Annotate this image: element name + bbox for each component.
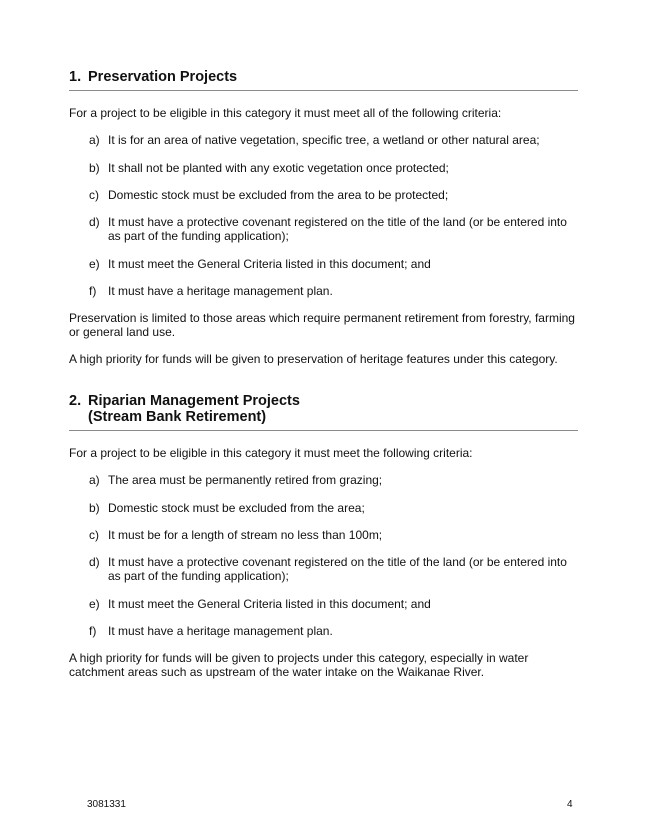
criteria-item <box>89 597 578 611</box>
item-label: b) <box>89 161 100 175</box>
section-riparian-body <box>69 446 578 686</box>
criteria-item <box>89 555 578 583</box>
item-label: e) <box>89 597 100 611</box>
footer-page-number: 4 <box>567 799 573 810</box>
item-label: c) <box>89 528 99 542</box>
item-label: f) <box>89 284 97 298</box>
item-label: d) <box>89 555 100 569</box>
item-text: It shall not be planted with any exotic vegetation once protected; <box>108 161 449 175</box>
item-label: d) <box>89 215 100 229</box>
body-paragraph: Preservation is limited to those areas which require permanent retirement from forestry, farming or general land use. <box>69 311 575 339</box>
section-title-line: Riparian Management Projects <box>88 393 300 409</box>
item-text: It must meet the General Criteria listed in this document; and <box>108 257 431 271</box>
intro-paragraph: For a project to be eligible in this category it must meet all of the following criteria: <box>69 106 502 120</box>
section-preservation-body <box>69 106 578 376</box>
item-label: e) <box>89 257 100 271</box>
criteria-item <box>89 624 578 638</box>
intro-paragraph: For a project to be eligible in this category it must meet the following criteria: <box>69 446 473 460</box>
item-text: It must have a heritage management plan. <box>108 624 333 638</box>
item-text: Domestic stock must be excluded from the area; <box>108 501 365 515</box>
heading-rule <box>69 430 578 431</box>
section-number: 2. <box>69 393 82 409</box>
section-title-line: (Stream Bank Retirement) <box>88 409 267 425</box>
item-text: It must have a protective covenant registered on the title of the land (or be entered into as part of the funding application); <box>108 555 567 583</box>
item-label: f) <box>89 624 97 638</box>
body-paragraph: A high priority for funds will be given to preservation of heritage features under this category. <box>69 352 558 366</box>
criteria-item <box>89 501 578 515</box>
heading-rule <box>69 90 578 91</box>
criteria-item <box>89 161 578 175</box>
criteria-item <box>89 215 578 243</box>
footer-doc-id: 3081331 <box>87 799 126 810</box>
section-heading <box>69 393 578 430</box>
section-title <box>88 393 300 425</box>
criteria-item <box>89 473 578 487</box>
item-text: It must have a heritage management plan. <box>108 284 333 298</box>
item-text: Domestic stock must be excluded from the area to be protected; <box>108 188 449 202</box>
item-label: a) <box>89 133 100 147</box>
item-label: a) <box>89 473 100 487</box>
criteria-item <box>89 257 578 271</box>
item-label: c) <box>89 188 99 202</box>
section-preservation <box>69 69 578 91</box>
criteria-item <box>89 133 578 147</box>
criteria-item <box>89 284 578 298</box>
item-text: It must have a protective covenant registered on the title of the land (or be entered into as part of the funding application); <box>108 215 567 243</box>
section-title: Preservation Projects <box>88 69 238 85</box>
section-heading <box>69 69 578 90</box>
section-number: 1. <box>69 69 82 85</box>
item-text: It must be for a length of stream no less than 100m; <box>108 528 383 542</box>
item-label: b) <box>89 501 100 515</box>
criteria-item <box>89 188 578 202</box>
item-text: The area must be permanently retired from grazing; <box>108 473 383 487</box>
body-paragraph: A high priority for funds will be given to projects under this category, especially in water catchment areas such as upstream of the water intake on the Waikanae River. <box>69 651 529 679</box>
criteria-item <box>89 528 578 542</box>
item-text: It must meet the General Criteria listed in this document; and <box>108 597 431 611</box>
section-riparian <box>69 393 578 431</box>
item-text: It is for an area of native vegetation, specific tree, a wetland or other natural area; <box>108 133 540 147</box>
